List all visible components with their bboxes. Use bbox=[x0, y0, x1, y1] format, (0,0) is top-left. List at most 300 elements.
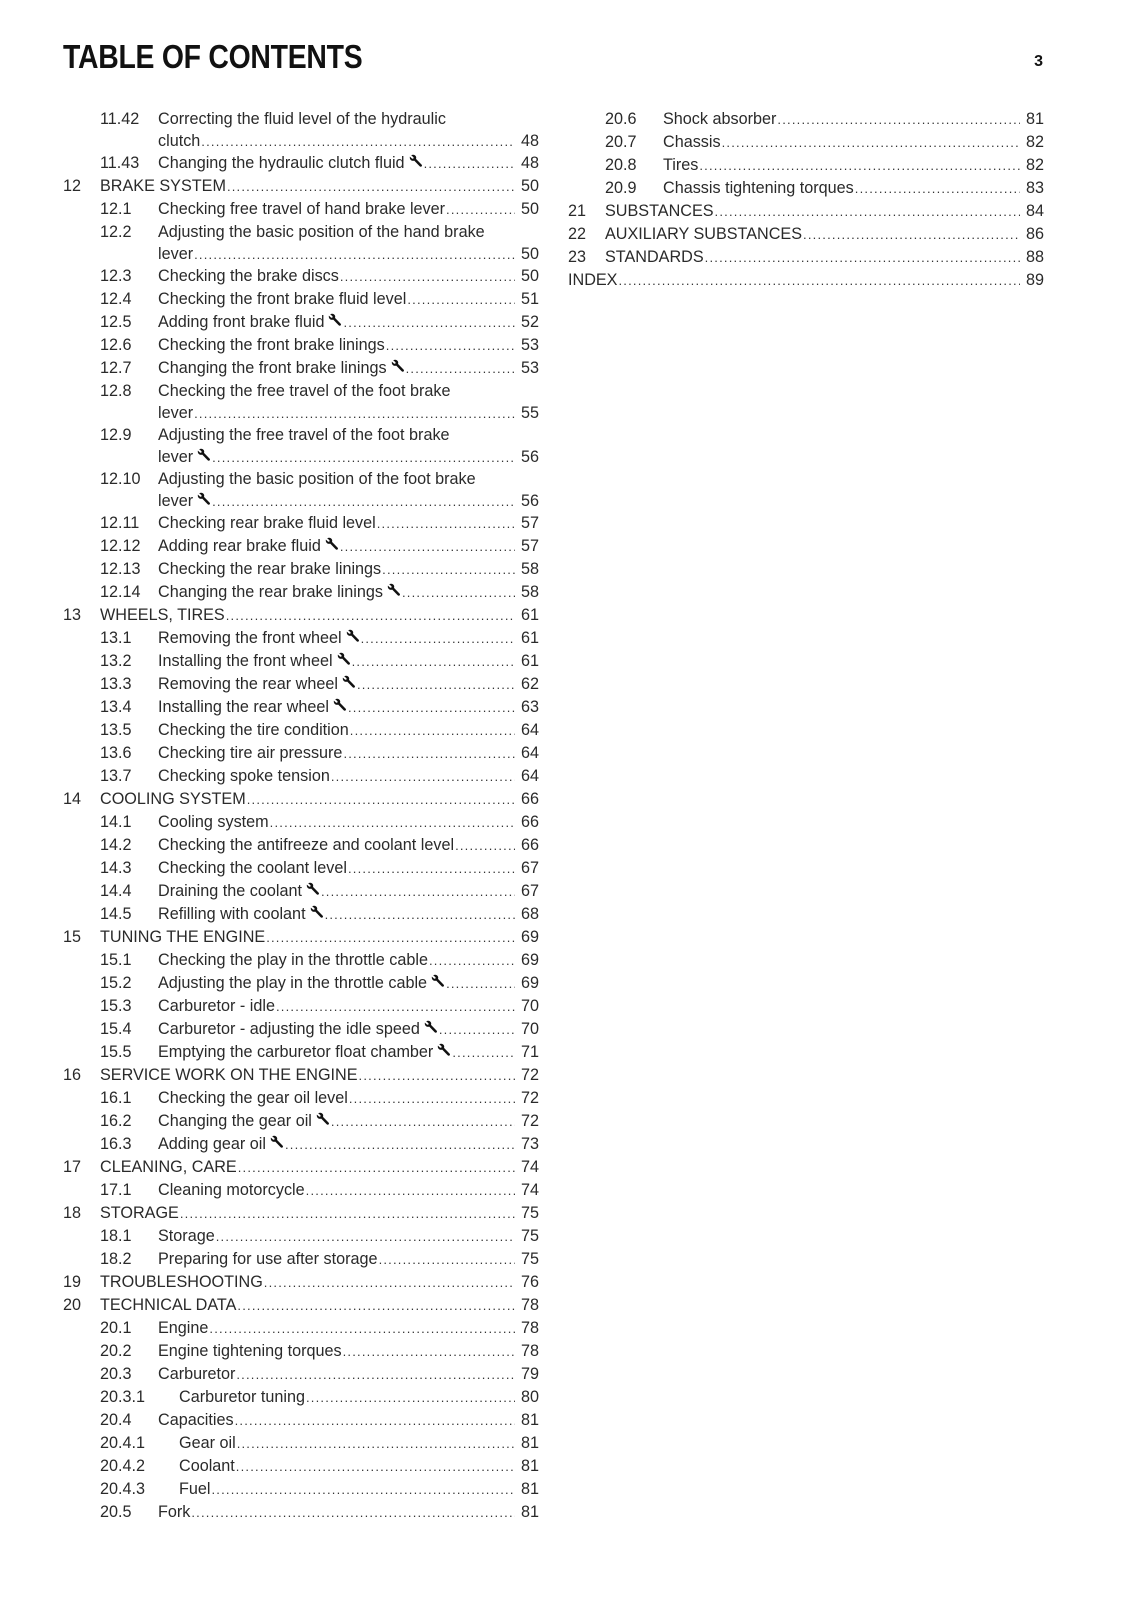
toc-entry-row bbox=[568, 108, 1044, 131]
section-number: 12.8 bbox=[100, 382, 132, 400]
toc-entry-13[interactable] bbox=[63, 604, 539, 627]
section-title: Carburetor bbox=[158, 1365, 236, 1383]
toc-entry-row bbox=[63, 447, 539, 468]
toc-entry-row bbox=[63, 403, 539, 424]
toc-entry-22[interactable] bbox=[568, 223, 1044, 246]
toc-entry-row bbox=[63, 512, 539, 535]
toc-entry-19[interactable] bbox=[63, 1271, 539, 1294]
page-ref[interactable]: 70 bbox=[520, 997, 539, 1015]
wrench-icon bbox=[342, 675, 356, 689]
section-number: 12.2 bbox=[100, 223, 132, 241]
section-number: 15.2 bbox=[100, 974, 132, 992]
section-number: 15.3 bbox=[100, 997, 132, 1015]
toc-entry-15-3[interactable] bbox=[63, 995, 539, 1018]
chapter-number: 16 bbox=[63, 1066, 82, 1084]
section-number: 13.3 bbox=[100, 675, 132, 693]
page-ref[interactable]: 64 bbox=[520, 744, 539, 762]
dot-leader bbox=[266, 926, 515, 949]
page-ref[interactable]: 64 bbox=[520, 767, 539, 785]
toc-entry-row bbox=[568, 200, 1044, 223]
toc-entry-12-6[interactable] bbox=[63, 334, 539, 357]
toc-entry-16[interactable] bbox=[63, 1064, 539, 1087]
section-number: 12.10 bbox=[100, 470, 141, 488]
section-number: 18.2 bbox=[100, 1250, 132, 1268]
page-ref[interactable]: 81 bbox=[520, 1434, 539, 1452]
wrench-icon bbox=[437, 1043, 451, 1057]
page-ref[interactable]: 56 bbox=[520, 448, 539, 466]
dot-leader bbox=[349, 1087, 515, 1110]
toc-entry-row bbox=[63, 221, 539, 244]
toc-entry-20-4[interactable] bbox=[63, 1409, 539, 1432]
dot-leader bbox=[343, 311, 515, 334]
wrench-icon bbox=[346, 629, 360, 643]
section-title: Refilling with coolant bbox=[158, 905, 306, 923]
chapter-title: SUBSTANCES bbox=[605, 202, 714, 220]
page-ref[interactable]: 84 bbox=[1025, 202, 1044, 220]
chapter-title: TUNING THE ENGINE bbox=[100, 928, 266, 946]
dot-leader bbox=[331, 1110, 515, 1133]
page-ref[interactable]: 68 bbox=[520, 905, 539, 923]
toc-entry-row bbox=[63, 1225, 539, 1248]
dot-leader bbox=[352, 650, 515, 673]
toc-entry-row bbox=[63, 1041, 539, 1064]
toc-entry-row bbox=[568, 177, 1044, 200]
toc-entry-20-8[interactable] bbox=[568, 154, 1044, 177]
toc-entry-row bbox=[63, 288, 539, 311]
section-number: 20.2 bbox=[100, 1342, 132, 1360]
chapter-number: 15 bbox=[63, 928, 82, 946]
section-title-line1: Adjusting the free travel of the foot brake bbox=[158, 426, 450, 444]
section-title-line2: clutch bbox=[158, 132, 201, 150]
dot-leader bbox=[424, 152, 515, 175]
toc-entry-row bbox=[63, 811, 539, 834]
toc-entry-row bbox=[568, 131, 1044, 154]
wrench-icon bbox=[306, 882, 320, 896]
section-number: 11.42 bbox=[100, 110, 140, 128]
toc-entry-row bbox=[63, 1018, 539, 1041]
chapter-number: 18 bbox=[63, 1204, 82, 1222]
toc-entry-20-3[interactable] bbox=[63, 1363, 539, 1386]
toc-entry-14-5[interactable] bbox=[63, 903, 539, 926]
page-ref[interactable]: 53 bbox=[520, 359, 539, 377]
page-number: 3 bbox=[1034, 53, 1043, 70]
toc-entry-12-14[interactable] bbox=[63, 581, 539, 604]
wrench-icon bbox=[391, 359, 405, 373]
toc-entry-20-4-3[interactable] bbox=[63, 1478, 539, 1501]
wrench-icon bbox=[387, 583, 401, 597]
toc-entry-20-2[interactable] bbox=[63, 1340, 539, 1363]
toc-entry-13-6[interactable] bbox=[63, 742, 539, 765]
page-ref[interactable]: 88 bbox=[1025, 248, 1044, 266]
section-number: 16.2 bbox=[100, 1112, 132, 1130]
page-ref[interactable]: 74 bbox=[520, 1181, 539, 1199]
toc-entry-14-3[interactable] bbox=[63, 857, 539, 880]
toc-entry-12-13[interactable] bbox=[63, 558, 539, 581]
section-title: Installing the front wheel bbox=[158, 652, 333, 670]
toc-entry-row bbox=[63, 1432, 539, 1455]
section-title: Preparing for use after storage bbox=[158, 1250, 378, 1268]
section-title: Changing the rear brake linings bbox=[158, 583, 383, 601]
section-number: 12.14 bbox=[100, 583, 141, 601]
page-ref[interactable]: 75 bbox=[520, 1227, 539, 1245]
toc-entry-row bbox=[63, 995, 539, 1018]
page-ref[interactable]: 61 bbox=[520, 652, 539, 670]
section-number: 20.3 bbox=[100, 1365, 132, 1383]
section-number: 20.7 bbox=[605, 133, 637, 151]
page-ref[interactable]: 81 bbox=[1025, 110, 1044, 128]
chapter-title: TROUBLESHOOTING bbox=[100, 1273, 263, 1291]
dot-leader bbox=[237, 1432, 515, 1455]
wrench-icon bbox=[197, 448, 211, 462]
page-ref[interactable]: 81 bbox=[520, 1480, 539, 1498]
page-ref[interactable]: 76 bbox=[520, 1273, 539, 1291]
page-ref[interactable]: 61 bbox=[520, 629, 539, 647]
page-ref[interactable]: 58 bbox=[520, 560, 539, 578]
section-title: Checking rear brake fluid level bbox=[158, 514, 376, 532]
section-title: Tires bbox=[663, 156, 699, 174]
section-number: 13.6 bbox=[100, 744, 132, 762]
toc-entry-18[interactable] bbox=[63, 1202, 539, 1225]
page-ref[interactable]: 50 bbox=[520, 200, 539, 218]
toc-entry-18-2[interactable] bbox=[63, 1248, 539, 1271]
toc-entry-14[interactable] bbox=[63, 788, 539, 811]
toc-entry-20-5[interactable] bbox=[63, 1501, 539, 1524]
toc-entry-12-10[interactable] bbox=[63, 468, 539, 512]
toc-entry-row bbox=[63, 834, 539, 857]
dot-leader bbox=[212, 491, 515, 512]
dot-leader bbox=[429, 949, 515, 972]
section-title: Carburetor - idle bbox=[158, 997, 275, 1015]
toc-entry-12-1[interactable] bbox=[63, 198, 539, 221]
section-title: Checking tire air pressure bbox=[158, 744, 343, 762]
wrench-icon bbox=[316, 1112, 330, 1126]
section-number: 20.5 bbox=[100, 1503, 132, 1521]
dot-leader bbox=[705, 246, 1020, 269]
toc-entry-12-12[interactable] bbox=[63, 535, 539, 558]
section-number: 20.9 bbox=[605, 179, 637, 197]
toc-entry-14-4[interactable] bbox=[63, 880, 539, 903]
toc-entry-row bbox=[63, 696, 539, 719]
page-ref[interactable]: 52 bbox=[520, 313, 539, 331]
toc-entry-12-4[interactable] bbox=[63, 288, 539, 311]
page-ref[interactable]: 82 bbox=[1025, 156, 1044, 174]
dot-leader bbox=[618, 269, 1020, 292]
toc-entry-row bbox=[63, 1363, 539, 1386]
section-number: 13.1 bbox=[100, 629, 132, 647]
dot-leader bbox=[406, 357, 515, 380]
toc-entry-row bbox=[63, 903, 539, 926]
section-title-line2: lever bbox=[158, 492, 194, 510]
dot-leader bbox=[226, 604, 515, 627]
section-number: 12.12 bbox=[100, 537, 141, 555]
dot-leader bbox=[306, 1179, 515, 1202]
page-ref[interactable]: 81 bbox=[520, 1457, 539, 1475]
dot-leader bbox=[238, 1156, 515, 1179]
section-number: 12.9 bbox=[100, 426, 132, 444]
toc-entry-16-2[interactable] bbox=[63, 1110, 539, 1133]
section-title: Fuel bbox=[179, 1480, 211, 1498]
section-number: 20.1 bbox=[100, 1319, 132, 1337]
toc-entry-18-1[interactable] bbox=[63, 1225, 539, 1248]
wrench-icon bbox=[409, 154, 423, 168]
toc-entry-row bbox=[63, 1156, 539, 1179]
page-ref[interactable]: 81 bbox=[520, 1503, 539, 1521]
toc-entry-15-4[interactable] bbox=[63, 1018, 539, 1041]
page-ref[interactable]: 50 bbox=[520, 245, 539, 263]
toc-entry-row bbox=[63, 581, 539, 604]
page-ref[interactable]: 57 bbox=[520, 514, 539, 532]
toc-entry-row bbox=[63, 650, 539, 673]
dot-leader bbox=[306, 1386, 515, 1409]
section-number: 14.4 bbox=[100, 882, 132, 900]
chapter-number: 14 bbox=[63, 790, 82, 808]
toc-entry-15[interactable] bbox=[63, 926, 539, 949]
page-ref[interactable]: 66 bbox=[520, 813, 539, 831]
toc-entry-row bbox=[63, 1110, 539, 1133]
dot-leader bbox=[446, 972, 515, 995]
toc-entry-row bbox=[63, 719, 539, 742]
toc-entry-index[interactable] bbox=[568, 269, 1044, 292]
page-ref[interactable]: 79 bbox=[520, 1365, 539, 1383]
section-title: Changing the hydraulic clutch fluid bbox=[158, 154, 405, 172]
dot-leader bbox=[321, 880, 515, 903]
page-ref[interactable]: 56 bbox=[520, 492, 539, 510]
section-number: 13.7 bbox=[100, 767, 132, 785]
page-ref[interactable]: 50 bbox=[520, 267, 539, 285]
chapter-title: BRAKE SYSTEM bbox=[100, 177, 226, 195]
section-title: Removing the front wheel bbox=[158, 629, 342, 647]
toc-entry-row bbox=[63, 926, 539, 949]
section-title: Gear oil bbox=[179, 1434, 236, 1452]
toc-entry-12-2[interactable] bbox=[63, 221, 539, 265]
toc-entry-11-42[interactable] bbox=[63, 108, 539, 152]
toc-entry-17[interactable] bbox=[63, 1156, 539, 1179]
page-ref[interactable]: 89 bbox=[1025, 271, 1044, 289]
dot-leader bbox=[386, 334, 515, 357]
section-number: 13.4 bbox=[100, 698, 132, 716]
toc-entry-15-1[interactable] bbox=[63, 949, 539, 972]
page-ref[interactable]: 72 bbox=[520, 1066, 539, 1084]
toc-entry-row bbox=[63, 742, 539, 765]
dot-leader bbox=[247, 788, 515, 811]
toc-entry-12-3[interactable] bbox=[63, 265, 539, 288]
page-ref[interactable]: 75 bbox=[520, 1204, 539, 1222]
toc-entry-row bbox=[63, 1133, 539, 1156]
dot-leader bbox=[212, 447, 515, 468]
page-ref[interactable]: 66 bbox=[520, 836, 539, 854]
page-ref[interactable]: 71 bbox=[520, 1043, 539, 1061]
section-number: 17.1 bbox=[100, 1181, 132, 1199]
section-title: Adding gear oil bbox=[158, 1135, 266, 1153]
page-ref[interactable]: 69 bbox=[520, 951, 539, 969]
section-number: 20.4.1 bbox=[100, 1434, 146, 1452]
section-number: 20.8 bbox=[605, 156, 637, 174]
section-number: 20.3.1 bbox=[100, 1388, 146, 1406]
section-title: Cleaning motorcycle bbox=[158, 1181, 305, 1199]
page-ref[interactable]: 58 bbox=[520, 583, 539, 601]
toc-entry-20-4-2[interactable] bbox=[63, 1455, 539, 1478]
toc-entry-17-1[interactable] bbox=[63, 1179, 539, 1202]
dot-leader bbox=[331, 765, 515, 788]
toc-entry-20[interactable] bbox=[63, 1294, 539, 1317]
page-ref[interactable]: 51 bbox=[520, 290, 539, 308]
page-ref[interactable]: 48 bbox=[520, 132, 539, 150]
dot-leader bbox=[194, 244, 515, 265]
toc-entry-row bbox=[63, 357, 539, 380]
page-ref[interactable]: 78 bbox=[520, 1319, 539, 1337]
toc-entry-15-2[interactable] bbox=[63, 972, 539, 995]
section-title: Chassis tightening torques bbox=[663, 179, 854, 197]
page-ref[interactable]: 57 bbox=[520, 537, 539, 555]
toc-entry-20-4-1[interactable] bbox=[63, 1432, 539, 1455]
toc-entry-21[interactable] bbox=[568, 200, 1044, 223]
page-ref[interactable]: 48 bbox=[520, 154, 539, 172]
page-ref[interactable]: 81 bbox=[520, 1411, 539, 1429]
toc-entry-13-2[interactable] bbox=[63, 650, 539, 673]
page-ref[interactable]: 67 bbox=[520, 859, 539, 877]
page-ref[interactable]: 74 bbox=[520, 1158, 539, 1176]
toc-entry-row bbox=[63, 1409, 539, 1432]
page-ref[interactable]: 82 bbox=[1025, 133, 1044, 151]
section-title: Adjusting the play in the throttle cable bbox=[158, 974, 428, 992]
wrench-icon bbox=[431, 974, 445, 988]
dot-leader bbox=[276, 995, 515, 1018]
page-ref[interactable]: 66 bbox=[520, 790, 539, 808]
toc-entry-row bbox=[63, 265, 539, 288]
toc-entry-row bbox=[63, 491, 539, 512]
page-ref[interactable]: 61 bbox=[520, 606, 539, 624]
page-ref[interactable]: 80 bbox=[520, 1388, 539, 1406]
page-ref[interactable]: 55 bbox=[520, 404, 539, 422]
wrench-icon bbox=[424, 1020, 438, 1034]
section-title: Storage bbox=[158, 1227, 215, 1245]
toc-entry-14-2[interactable] bbox=[63, 834, 539, 857]
toc-entry-row bbox=[63, 627, 539, 650]
page-ref[interactable]: 69 bbox=[520, 974, 539, 992]
section-title-line1: Adjusting the basic position of the hand brake bbox=[158, 223, 485, 241]
section-title: Engine bbox=[158, 1319, 209, 1337]
page-ref[interactable]: 64 bbox=[520, 721, 539, 739]
section-title: Checking the brake discs bbox=[158, 267, 339, 285]
dot-leader bbox=[455, 834, 515, 857]
toc-entry-12-5[interactable] bbox=[63, 311, 539, 334]
section-title: Shock absorber bbox=[663, 110, 777, 128]
page-ref[interactable]: 73 bbox=[520, 1135, 539, 1153]
page-ref[interactable]: 53 bbox=[520, 336, 539, 354]
page-ref[interactable]: 78 bbox=[520, 1296, 539, 1314]
toc-entry-row bbox=[63, 1087, 539, 1110]
toc-entry-12-7[interactable] bbox=[63, 357, 539, 380]
section-title: Checking the tire condition bbox=[158, 721, 349, 739]
section-number: 12.13 bbox=[100, 560, 141, 578]
page-ref[interactable]: 75 bbox=[520, 1250, 539, 1268]
page-ref[interactable]: 50 bbox=[520, 177, 539, 195]
chapter-title: COOLING SYSTEM bbox=[100, 790, 246, 808]
page-ref[interactable]: 62 bbox=[520, 675, 539, 693]
page-ref[interactable]: 72 bbox=[520, 1089, 539, 1107]
section-number: 12.7 bbox=[100, 359, 132, 377]
dot-leader bbox=[191, 1501, 515, 1524]
toc-entry-row bbox=[63, 468, 539, 491]
dot-leader bbox=[407, 288, 515, 311]
toc-entry-row bbox=[63, 788, 539, 811]
toc-entry-row bbox=[63, 424, 539, 447]
toc-entry-row bbox=[63, 1064, 539, 1087]
dot-leader bbox=[235, 1409, 515, 1432]
toc-entry-20-3-1[interactable] bbox=[63, 1386, 539, 1409]
toc-entry-row bbox=[63, 334, 539, 357]
section-title: Checking spoke tension bbox=[158, 767, 330, 785]
toc-entry-13-7[interactable] bbox=[63, 765, 539, 788]
chapter-title: AUXILIARY SUBSTANCES bbox=[605, 225, 803, 243]
toc-entry-row bbox=[63, 152, 539, 175]
toc-entry-row bbox=[63, 558, 539, 581]
toc-entry-13-3[interactable] bbox=[63, 673, 539, 696]
dot-leader bbox=[402, 581, 515, 604]
dot-leader bbox=[699, 154, 1020, 177]
page-ref[interactable]: 63 bbox=[520, 698, 539, 716]
page-ref[interactable]: 78 bbox=[520, 1342, 539, 1360]
toc-entry-row bbox=[568, 154, 1044, 177]
toc-entry-23[interactable] bbox=[568, 246, 1044, 269]
dot-leader bbox=[264, 1271, 515, 1294]
toc-entry-15-5[interactable] bbox=[63, 1041, 539, 1064]
section-title-line1: Correcting the fluid level of the hydraulic bbox=[158, 110, 446, 128]
toc-entry-12-8[interactable] bbox=[63, 380, 539, 424]
toc-entry-16-1[interactable] bbox=[63, 1087, 539, 1110]
toc-entry-20-7[interactable] bbox=[568, 131, 1044, 154]
toc-entry-14-1[interactable] bbox=[63, 811, 539, 834]
toc-entry-12[interactable] bbox=[63, 175, 539, 198]
page-ref[interactable]: 69 bbox=[520, 928, 539, 946]
dot-leader bbox=[722, 131, 1020, 154]
page-ref[interactable]: 86 bbox=[1025, 225, 1044, 243]
dot-leader bbox=[340, 535, 515, 558]
section-number: 14.3 bbox=[100, 859, 132, 877]
toc-entry-13-4[interactable] bbox=[63, 696, 539, 719]
toc-entry-20-1[interactable] bbox=[63, 1317, 539, 1340]
toc-entry-row bbox=[63, 198, 539, 221]
toc-entry-12-9[interactable] bbox=[63, 424, 539, 468]
dot-leader bbox=[236, 1363, 515, 1386]
dot-leader bbox=[340, 265, 515, 288]
page-ref[interactable]: 83 bbox=[1025, 179, 1044, 197]
toc-entry-12-11[interactable] bbox=[63, 512, 539, 535]
toc-entry-20-6[interactable] bbox=[568, 108, 1044, 131]
page-ref[interactable]: 70 bbox=[520, 1020, 539, 1038]
section-title: Installing the rear wheel bbox=[158, 698, 329, 716]
toc-entry-13-1[interactable] bbox=[63, 627, 539, 650]
dot-leader bbox=[270, 811, 515, 834]
section-number: 12.5 bbox=[100, 313, 132, 331]
page-ref[interactable]: 72 bbox=[520, 1112, 539, 1130]
toc-entry-row bbox=[63, 857, 539, 880]
section-title: Fork bbox=[158, 1503, 191, 1521]
toc-entry-16-3[interactable] bbox=[63, 1133, 539, 1156]
toc-entry-row bbox=[63, 175, 539, 198]
toc-entry-20-9[interactable] bbox=[568, 177, 1044, 200]
wrench-icon bbox=[333, 698, 347, 712]
section-title: Coolant bbox=[179, 1457, 235, 1475]
dot-leader bbox=[343, 742, 515, 765]
toc-entry-13-5[interactable] bbox=[63, 719, 539, 742]
page-ref[interactable]: 67 bbox=[520, 882, 539, 900]
section-number: 14.2 bbox=[100, 836, 132, 854]
chapter-number: 13 bbox=[63, 606, 82, 624]
section-number: 14.5 bbox=[100, 905, 132, 923]
toc-entry-11-43[interactable] bbox=[63, 152, 539, 175]
dot-leader bbox=[180, 1202, 515, 1225]
